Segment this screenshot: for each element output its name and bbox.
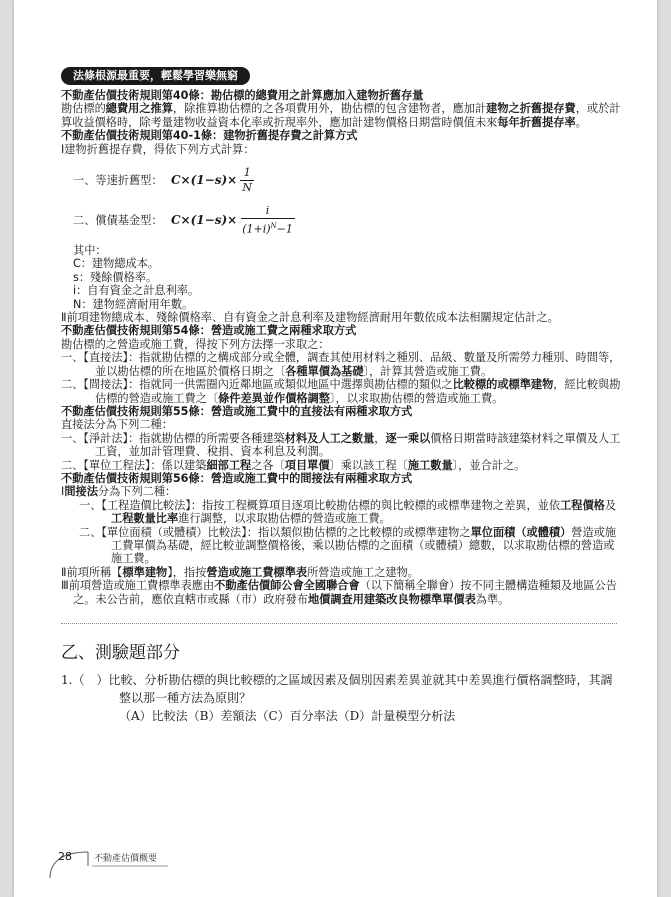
formula-2-label: 二、償債基金型： bbox=[73, 214, 163, 228]
formula-sinking-fund bbox=[73, 204, 621, 236]
formula-1-denominator: N bbox=[242, 180, 252, 194]
quiz-section-title: 乙、測驗題部分 bbox=[61, 643, 180, 663]
article-40-1-title: 不動產估價技術規則第40-1條：建物折舊提存費之計算方式 bbox=[61, 129, 358, 143]
question-1-number: 1.（ ） bbox=[61, 673, 109, 687]
formula-1-expr: C×(1−s)× bbox=[171, 173, 238, 188]
article-55-title: 不動產估價技術規則第55條：營造或施工費中的直接法有兩種求取方式 bbox=[61, 404, 413, 418]
article-55-item-2: 二、【單位工程法】：係以建築細部工程之各〔項目單價〕乘以該工程〔施工數量〕，並合計之。 bbox=[61, 458, 526, 472]
formula-1-label: 一、等速折舊型： bbox=[73, 174, 163, 188]
article-54-title: 不動產估價技術規則第54條：營造或施工費之兩種求取方式 bbox=[61, 324, 357, 338]
formula-1-fraction bbox=[240, 166, 254, 195]
article-55-item-1: 一、【淨計法】：指就勘估標的所需要各種建築材料及人工之數量，逐一乘以價格日期當時該建築材料之單價及人工工資，並加計管理費、稅捐、資本利息及利潤。 bbox=[61, 431, 621, 459]
article-40-body: 勘估標的總費用之推算，除推算勘估標的之各項費用外，勘估標的包含建物者，應加計建物之折舊提存費，或於計算收益價格時，除考量建物收益資本化率或折現率外，應加計建物價格日期當時價值未來每年折舊提存率。 bbox=[61, 102, 621, 129]
article-56-intro: Ⅰ間接法分為下列二種： bbox=[61, 485, 177, 499]
formula-2-fraction bbox=[240, 204, 295, 237]
article-54-item-1: 一、【直接法】：指就勘估標的之構成部分或全體，調查其使用材料之種別、品級、數量及所需勞力種別、時間等，並以勘估標的所在地區於價格日期之〔各種單價為基礎〕，計算其營造或施工費。 bbox=[61, 351, 621, 378]
page-footer bbox=[48, 848, 198, 880]
question-1-options: （A）比較法（B）差額法（C）百分率法（D）計量模型分析法 bbox=[119, 709, 456, 723]
book-title: 不動產估價概要 bbox=[94, 854, 158, 864]
article-56-paragraph-2: Ⅱ前項所稱【標準建物】，指按營造或施工費標準表所營造或施工之建物。 bbox=[61, 565, 419, 579]
article-56-title: 不動產估價技術規則第56條：營造或施工費中的間接法有兩種求取方式 bbox=[61, 471, 413, 485]
formula-2-denominator: $(1+i)^N-1$ bbox=[242, 221, 293, 236]
article-56-paragraph-3: Ⅲ前項營造或施工費標準表應由不動產估價師公會全國聯合會（以下簡稱全聯會）按不同主體構造種類及地區公告之。未公告前，應依直轄市或縣（市）政府發布地價調查用建築改良物標準單價表為準。 bbox=[61, 579, 617, 606]
where-label: 其中： bbox=[73, 244, 107, 258]
article-56-item-2: 二、【單位面積（或體積）比較法】：指以類似勘估標的之比較標的或標準建物之單位面積（或體積）營造或施工費單價為基礎，經比較並調整價格後，乘以勘估標的之面積（或體積）總數，以求取勘估標的營造或施工費。 bbox=[79, 525, 617, 566]
where-item-n: N：建物經濟耐用年數。 bbox=[73, 297, 194, 311]
formula-2-expr: C×(1−s)× bbox=[171, 213, 238, 228]
question-1-text: 比較、分析勘估標的與比較標的之區域因素及個別因素差異並就其中差異進行價格調整時，其調整以那一種方法為原則？ bbox=[108, 673, 613, 705]
page-content bbox=[61, 64, 621, 725]
article-40-1-intro: Ⅰ建物折舊提存費，得依下列方式計算： bbox=[61, 142, 255, 156]
section-divider bbox=[61, 623, 617, 624]
section-banner: 法條根源最重要，輕鬆學習樂無窮 bbox=[61, 67, 250, 85]
article-40-1-paragraph-2: Ⅱ前項建物總成本、殘餘價格率、自有資金之計息利率及建物經濟耐用年數依成本法相關規定估計之。 bbox=[61, 311, 559, 325]
article-40-title: 不動產估價技術規則第40條：勘估標的總費用之計算應加入建物折舊存量 bbox=[61, 89, 424, 102]
question-1 bbox=[61, 671, 621, 707]
page-number: 28 bbox=[58, 850, 72, 863]
article-54-item-2: 二、【間接法】：指就同一供需圈內近鄰地區或類似地區中選擇與勘估標的類似之比較標的或標準建物，經比較與勘估標的營造或施工費之〔條件差異並作價格調整〕，以求取勘估標的營造或施工費。 bbox=[61, 378, 621, 405]
formula-2-numerator: i bbox=[241, 204, 295, 219]
formula-1-numerator: 1 bbox=[240, 166, 254, 181]
where-item-c: C：建物總成本。 bbox=[73, 257, 160, 271]
where-item-i: i：自有資金之計息利率。 bbox=[73, 284, 200, 298]
article-54-intro: 勘估標的之營造或施工費，得按下列方法擇一求取之： bbox=[61, 337, 330, 351]
article-55-intro: 直接法分為下列二種： bbox=[61, 418, 173, 432]
where-item-s: s：殘餘價格率。 bbox=[73, 270, 158, 284]
article-56-item-1: 一、【工程造價比較法】：指按工程概算項目逐項比較勘估標的與比較標的或標準建物之差異，並依工程價格及工程數量比率進行調整，以求取勘估標的營造或施工費。 bbox=[79, 498, 617, 526]
formula-straight-line bbox=[73, 164, 621, 196]
document-page bbox=[14, 0, 657, 897]
